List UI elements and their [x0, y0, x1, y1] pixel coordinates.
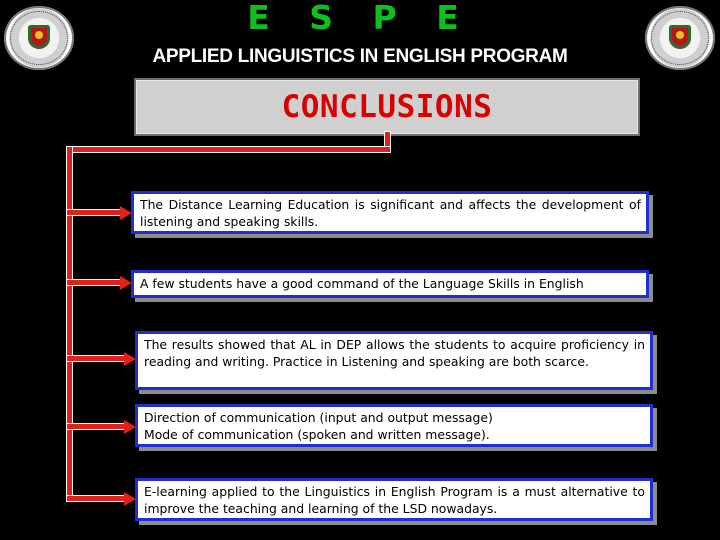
conclusions-heading: CONCLUSIONS — [281, 89, 493, 125]
arrow-2-shaft — [67, 280, 121, 285]
arrow-3-shaft — [67, 356, 125, 361]
conclusion-item-3: The results showed that AL in DEP allows the students to acquire proficiency in reading and writing. Practice in Listening and speaking are both scarce. — [135, 331, 653, 390]
arrow-5-shaft — [67, 496, 125, 501]
conclusion-item-1: The Distance Learning Education is significant and affects the development of listening and speaking skills. — [131, 191, 649, 234]
conclusion-item-2: A few students have a good command of the Language Skills in English — [131, 270, 649, 298]
arrow-4-shaft — [67, 424, 125, 429]
arrow-1-shaft — [67, 210, 121, 215]
heading-box — [134, 78, 640, 136]
conclusion-item-5: E-learning applied to the Linguistics in English Program is a must alternative to improve the teaching and learning of the LSD nowadays. — [135, 478, 653, 521]
program-title: APPLIED LINGUISTICS IN ENGLISH PROGRAM — [152, 46, 568, 67]
connector-vertical — [67, 147, 72, 501]
org-title: E S P E — [247, 0, 473, 37]
conclusion-item-4: Direction of communication (input and output message) Mode of communication (spoken and written message). — [135, 404, 653, 447]
connector-top-horizontal — [67, 147, 390, 152]
